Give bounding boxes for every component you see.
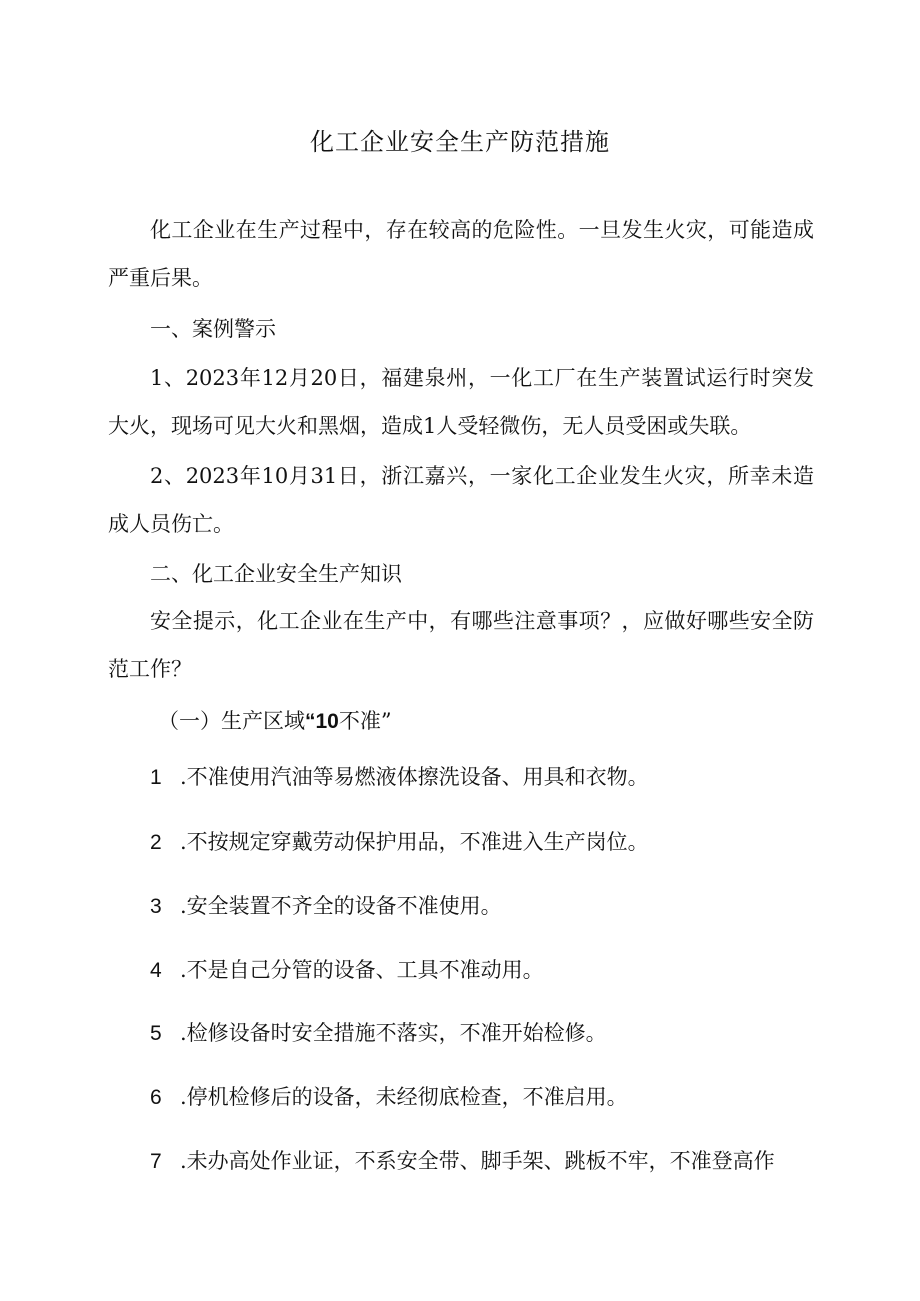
rule-item-number: 2 [150,831,162,854]
rule-item [150,827,649,858]
document-title: 化工企业安全生产防范措施 [310,128,610,156]
subsection-bold-number: “10 [305,710,339,733]
case-paragraph-2: 2、2023年10月31日，浙江嘉兴，一家化工企业发生火灾，所幸未造成人员伤亡。 [108,464,814,536]
intro-paragraph: 化工企业在生产过程中，存在较高的危险性。一旦发生火灾，可能造成严重后果。 [108,218,814,290]
rule-item-text: .不准使用汽油等易燃液体擦洗设备、用具和衣物。 [180,765,649,789]
rule-item-number: 6 [150,1086,162,1109]
rule-item-number: 5 [150,1022,162,1045]
section-heading-case-warning: 一、案例警示 [150,317,276,341]
rule-item [150,955,544,986]
subsection-heading [158,706,392,737]
case-paragraph-1: 1、2023年12月20日，福建泉州，一化工厂在生产装置试运行时突发大火，现场可见大火和黑烟，造成1人受轻微伤，无人员受困或失联。 [108,366,814,438]
subsection-suffix: 不准” [338,709,392,733]
rule-item-text: .未办高处作业证，不系安全带、脚手架、跳板不牢，不准登高作 [180,1149,775,1173]
rule-item-text: .不是自己分管的设备、工具不准动用。 [180,958,544,982]
rule-item-number: 7 [150,1150,162,1173]
rule-item [150,1082,628,1113]
subsection-prefix: （一）生产区域 [158,709,305,733]
rule-item-number: 4 [150,959,162,982]
rule-item [150,891,502,922]
rule-item-number: 3 [150,895,162,918]
rule-item [150,1018,607,1049]
rule-item [150,762,649,793]
rule-item-text: .停机检修后的设备，未经彻底检查，不准启用。 [180,1085,628,1109]
rule-item-text: .检修设备时安全措施不落实，不准开始检修。 [180,1021,607,1045]
rule-item [150,1146,775,1177]
safety-tip-paragraph: 安全提示，化工企业在生产中，有哪些注意事项？，应做好哪些安全防范工作？ [108,609,814,681]
rule-item-text: .不按规定穿戴劳动保护用品，不准进入生产岗位。 [180,830,649,854]
rule-item-number: 1 [150,766,162,789]
section-heading-safety-knowledge: 二、化工企业安全生产知识 [150,562,402,586]
rule-item-text: .安全装置不齐全的设备不准使用。 [180,894,502,918]
